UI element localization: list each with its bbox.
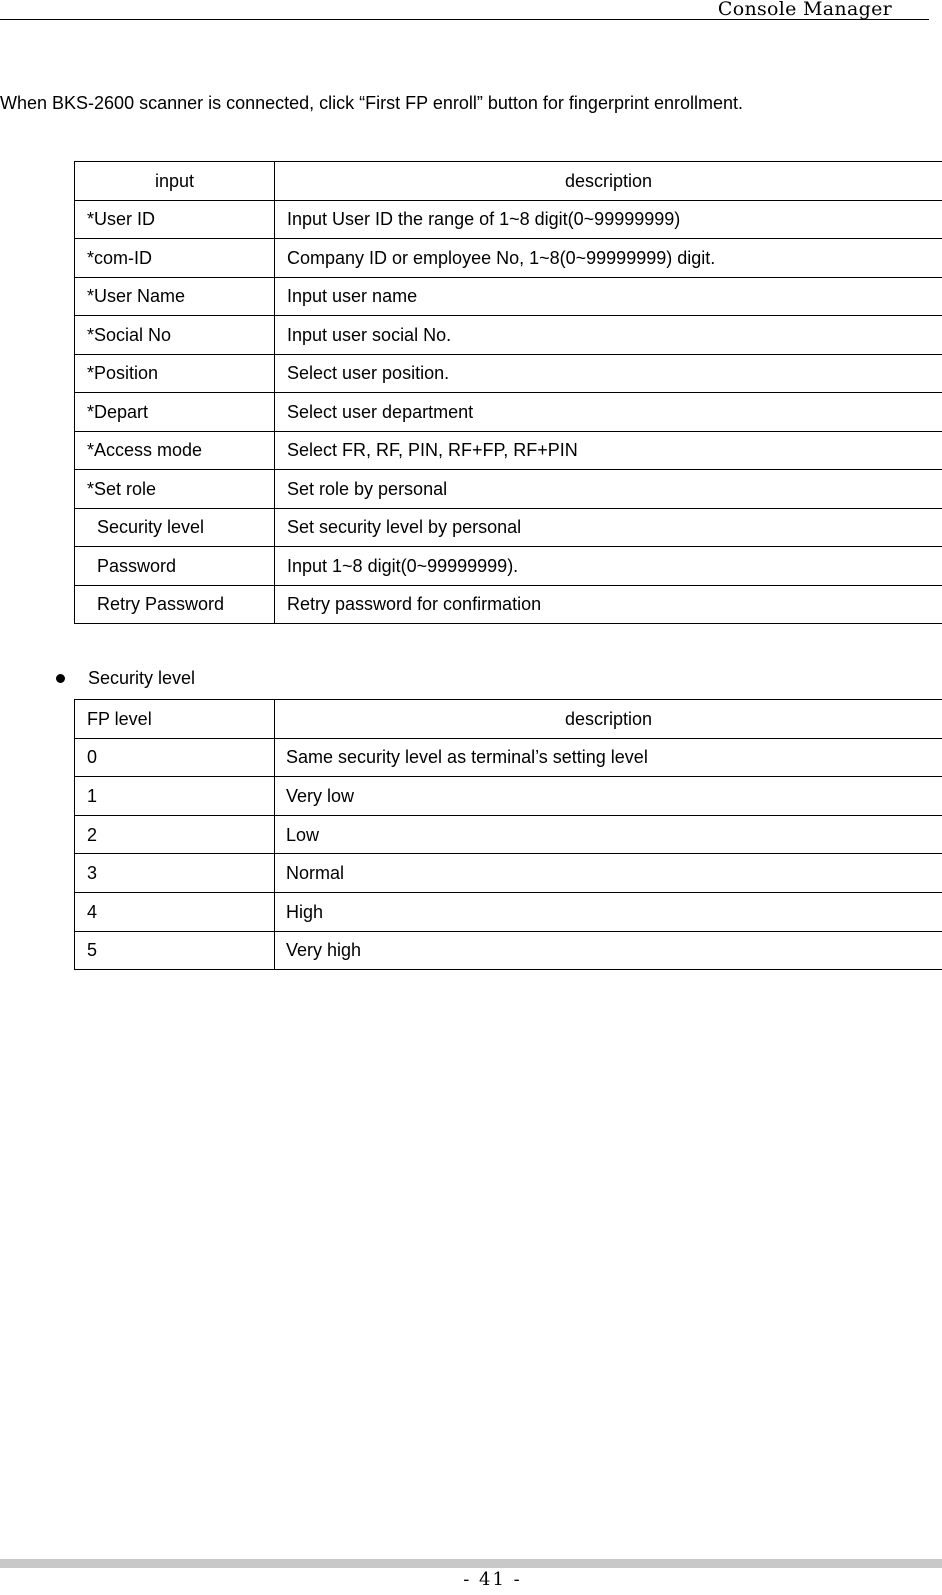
bullet-icon — [56, 674, 65, 683]
input-cell: *Set role — [75, 470, 275, 509]
column-header-input: input — [75, 162, 275, 201]
description-cell: Retry password for confirmation — [275, 585, 942, 624]
column-header-fp-level: FP level — [75, 700, 275, 739]
column-header-description: description — [275, 162, 942, 201]
input-cell: Retry Password — [75, 585, 275, 624]
table-row — [75, 431, 942, 470]
description-cell: Very low — [275, 777, 942, 816]
fp-level-cell: 2 — [75, 815, 275, 854]
input-cell: *Social No — [75, 316, 275, 355]
description-cell: Low — [275, 815, 942, 854]
column-header-description: description — [275, 700, 942, 739]
description-cell: Select user position. — [275, 354, 942, 393]
description-cell: Company ID or employee No, 1~8(0~99999999) digit. — [275, 239, 942, 278]
description-cell: Input user name — [275, 277, 942, 316]
description-cell: Set role by personal — [275, 470, 942, 509]
description-cell: Normal — [275, 854, 942, 893]
table-row — [75, 354, 942, 393]
page-number: - 41 - — [463, 1569, 522, 1590]
table-row — [75, 854, 942, 893]
fp-level-cell: 5 — [75, 931, 275, 970]
table-row — [75, 585, 942, 624]
fp-level-cell: 4 — [75, 892, 275, 931]
input-cell: *Depart — [75, 393, 275, 432]
security-level-heading — [56, 668, 195, 689]
table-row — [75, 393, 942, 432]
page-header-title: Console Manager — [717, 0, 892, 20]
description-cell: Input user social No. — [275, 316, 942, 355]
table-row — [75, 547, 942, 586]
table-row — [75, 508, 942, 547]
input-cell: Password — [75, 547, 275, 586]
fp-level-cell: 0 — [75, 738, 275, 777]
description-cell: Select FR, RF, PIN, RF+FP, RF+PIN — [275, 431, 942, 470]
table-row — [75, 316, 942, 355]
intro-paragraph: When BKS-2600 scanner is connected, click “First FP enroll” button for fingerprint enrollment. — [0, 93, 744, 113]
table-row — [75, 738, 942, 777]
description-cell: Select user department — [275, 393, 942, 432]
table-row — [75, 470, 942, 509]
description-cell: High — [275, 892, 942, 931]
table-row — [75, 777, 942, 816]
security-level-heading-label: Security level — [88, 668, 196, 688]
fp-level-cell: 1 — [75, 777, 275, 816]
table-row — [75, 815, 942, 854]
security-level-table — [74, 699, 942, 970]
description-cell: Input 1~8 digit(0~99999999). — [275, 547, 942, 586]
table-row — [75, 239, 942, 278]
table-row — [75, 200, 942, 239]
table-row — [75, 892, 942, 931]
footer-bar — [0, 1559, 942, 1568]
header-rule — [0, 19, 929, 20]
table-row — [75, 277, 942, 316]
table-row — [75, 931, 942, 970]
input-cell: Security level — [75, 508, 275, 547]
fp-level-cell: 3 — [75, 854, 275, 893]
table-header-row — [75, 700, 942, 739]
input-cell: *User ID — [75, 200, 275, 239]
description-cell: Input User ID the range of 1~8 digit(0~99999999) — [275, 200, 942, 239]
table-header-row — [75, 162, 942, 201]
input-description-table — [74, 161, 942, 624]
description-cell: Set security level by personal — [275, 508, 942, 547]
description-cell: Very high — [275, 931, 942, 970]
input-cell: *Position — [75, 354, 275, 393]
input-cell: *com-ID — [75, 239, 275, 278]
input-cell: *Access mode — [75, 431, 275, 470]
input-cell: *User Name — [75, 277, 275, 316]
description-cell: Same security level as terminal’s setting level — [275, 738, 942, 777]
